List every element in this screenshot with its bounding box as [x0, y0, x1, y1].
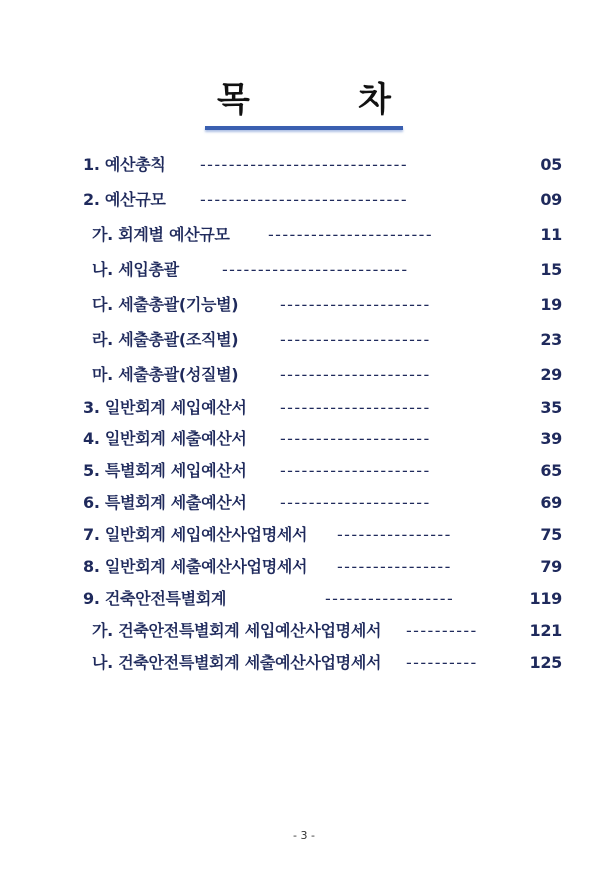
toc-label: 6. 특별회계 세출예산서	[83, 493, 247, 512]
toc-label: 2. 예산규모	[83, 190, 166, 209]
toc-row[interactable]	[0, 426, 608, 452]
toc-label: 다. 세출총괄(기능별)	[92, 295, 239, 314]
toc-label: 8. 일반회계 세출예산사업명세서	[83, 557, 308, 576]
toc-page: 119	[529, 589, 562, 608]
title-char-2: 차	[358, 80, 391, 120]
toc-leader: ---------------------	[280, 295, 431, 314]
toc-row[interactable]	[0, 458, 608, 484]
toc-label: 나. 건축안전특별회계 세출예산사업명세서	[92, 653, 382, 672]
toc-row[interactable]	[0, 490, 608, 516]
toc-label: 7. 일반회계 세입예산사업명세서	[83, 525, 308, 544]
toc-page: 125	[529, 653, 562, 672]
toc-row[interactable]	[0, 292, 608, 318]
toc-page: 75	[540, 525, 562, 544]
toc-row[interactable]	[0, 586, 608, 612]
toc-leader: ----------------	[337, 557, 452, 576]
toc-label: 마. 세출총괄(성질별)	[92, 365, 239, 384]
toc-page: 19	[540, 295, 562, 314]
toc-page: 35	[540, 398, 562, 417]
toc-page: 69	[540, 493, 562, 512]
toc-leader: ---------------------	[280, 429, 431, 448]
toc-page: 121	[529, 621, 562, 640]
toc-row[interactable]	[0, 618, 608, 644]
toc-leader: ------------------	[325, 589, 455, 608]
toc-label: 1. 예산총칙	[83, 155, 166, 174]
toc-page: 39	[540, 429, 562, 448]
page-number-footer: - 3 -	[293, 829, 315, 842]
toc-label: 5. 특별회계 세입예산서	[83, 461, 247, 480]
toc-leader: -----------------------	[268, 225, 433, 244]
toc-leader: ----------	[406, 621, 478, 640]
toc-page: 15	[540, 260, 562, 279]
toc-row[interactable]	[0, 152, 608, 178]
toc-leader: ----------------	[337, 525, 452, 544]
toc-row[interactable]	[0, 554, 608, 580]
toc-label: 9. 건축안전특별회계	[83, 589, 227, 608]
toc-page: 05	[540, 155, 562, 174]
toc-label: 나. 세입총괄	[92, 260, 179, 279]
toc-page: 23	[540, 330, 562, 349]
toc-row[interactable]	[0, 362, 608, 388]
toc-row[interactable]	[0, 257, 608, 283]
toc-page: 11	[540, 225, 562, 244]
toc-leader: ---------------------	[280, 365, 431, 384]
toc-row[interactable]	[0, 522, 608, 548]
toc-leader: ----------	[406, 653, 478, 672]
toc-label: 라. 세출총괄(조직별)	[92, 330, 239, 349]
toc-leader: ---------------------	[280, 330, 431, 349]
toc-leader: -----------------------------	[200, 155, 409, 174]
toc-leader: ---------------------	[280, 398, 431, 417]
toc-page: 79	[540, 557, 562, 576]
toc-row[interactable]	[0, 222, 608, 248]
toc-leader: ---------------------	[280, 461, 431, 480]
toc-leader: ---------------------	[280, 493, 431, 512]
toc-row[interactable]	[0, 327, 608, 353]
toc-label: 4. 일반회계 세출예산서	[83, 429, 247, 448]
toc-page: 09	[540, 190, 562, 209]
toc-row[interactable]	[0, 187, 608, 213]
title-char-1: 목	[217, 80, 250, 120]
toc-leader: -----------------------------	[200, 190, 409, 209]
toc-label: 가. 회계별 예산규모	[92, 225, 230, 244]
toc-row[interactable]	[0, 395, 608, 421]
toc-row[interactable]	[0, 650, 608, 676]
toc-label: 3. 일반회계 세입예산서	[83, 398, 247, 417]
toc-page: 29	[540, 365, 562, 384]
toc-leader: --------------------------	[222, 260, 409, 279]
toc-label: 가. 건축안전특별회계 세입예산사업명세서	[92, 621, 382, 640]
toc-page: 65	[540, 461, 562, 480]
